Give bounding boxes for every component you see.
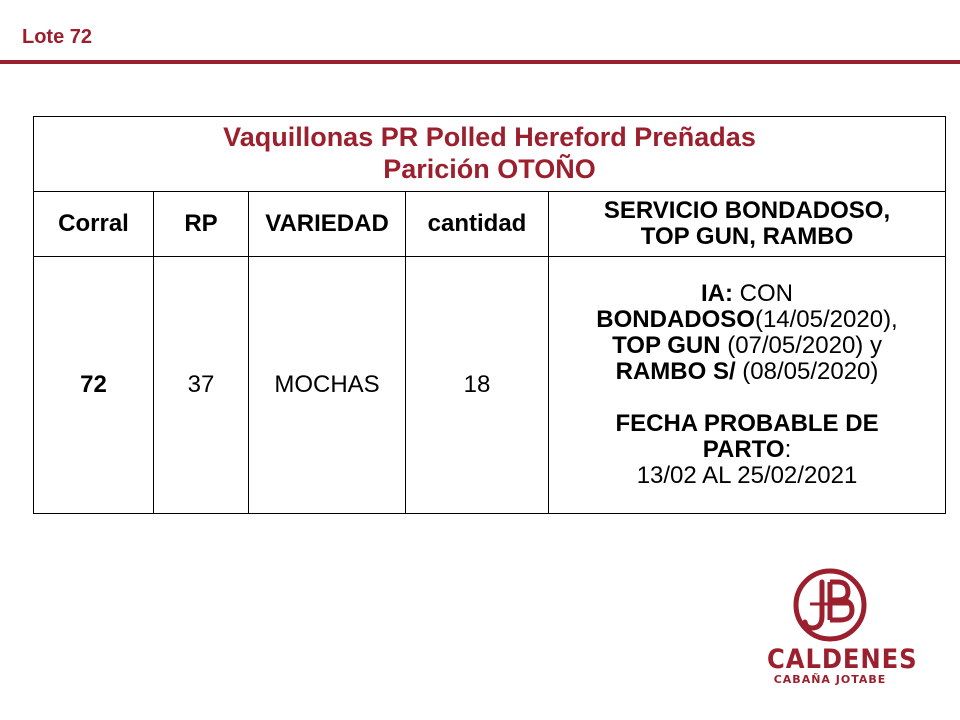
bull3-name: RAMBO S/ bbox=[615, 358, 736, 386]
ia-label: IA: bbox=[701, 280, 734, 308]
bull2-name: TOP GUN bbox=[612, 332, 721, 360]
cell-service-details bbox=[549, 257, 946, 514]
table-header-row bbox=[34, 192, 946, 257]
bull3-date: (08/05/2020) bbox=[735, 358, 879, 386]
logo-subtitle: CABAÑA JOTABE bbox=[773, 673, 887, 686]
column-header-cantidad: cantidad bbox=[406, 192, 549, 257]
table-title-line1: Vaquillonas PR Polled Hereford Preñadas bbox=[223, 122, 756, 153]
column-header-corral: Corral bbox=[34, 192, 154, 257]
jb-monogram-icon bbox=[788, 568, 872, 642]
logo-name: CALDENES bbox=[767, 644, 918, 675]
spacer bbox=[553, 385, 941, 411]
lot-table bbox=[33, 116, 946, 514]
service-header-line1: SERVICIO BONDADOSO, bbox=[603, 197, 891, 225]
bull2-date: (07/05/2020) y bbox=[720, 332, 882, 360]
header-divider bbox=[0, 60, 960, 64]
service-header-line2: TOP GUN, RAMBO bbox=[640, 223, 854, 250]
cell-cantidad: 18 bbox=[406, 257, 549, 514]
column-header-variedad: VARIEDAD bbox=[249, 192, 406, 257]
ia-text: CON bbox=[733, 280, 794, 308]
table-title bbox=[34, 117, 946, 192]
table-row bbox=[34, 257, 946, 514]
table-title-line2: Parición OTOÑO bbox=[383, 154, 596, 184]
caldenes-logo bbox=[760, 568, 918, 708]
cell-corral: 72 bbox=[34, 257, 154, 514]
fecha-value: 13/02 AL 25/02/2021 bbox=[636, 461, 858, 489]
page-title: Lote 72 bbox=[22, 26, 93, 48]
bull1-date: (14/05/2020), bbox=[754, 306, 898, 334]
fecha-label-line2: PARTO bbox=[702, 435, 785, 463]
column-header-servicio bbox=[549, 192, 946, 257]
fecha-colon: : bbox=[784, 435, 792, 463]
cell-rp: 37 bbox=[154, 257, 249, 514]
bull1-name: BONDADOSO bbox=[596, 306, 755, 334]
fecha-label-line1: FECHA PROBABLE DE bbox=[615, 409, 879, 437]
column-header-rp: RP bbox=[154, 192, 249, 257]
cell-variedad: MOCHAS bbox=[249, 257, 406, 514]
